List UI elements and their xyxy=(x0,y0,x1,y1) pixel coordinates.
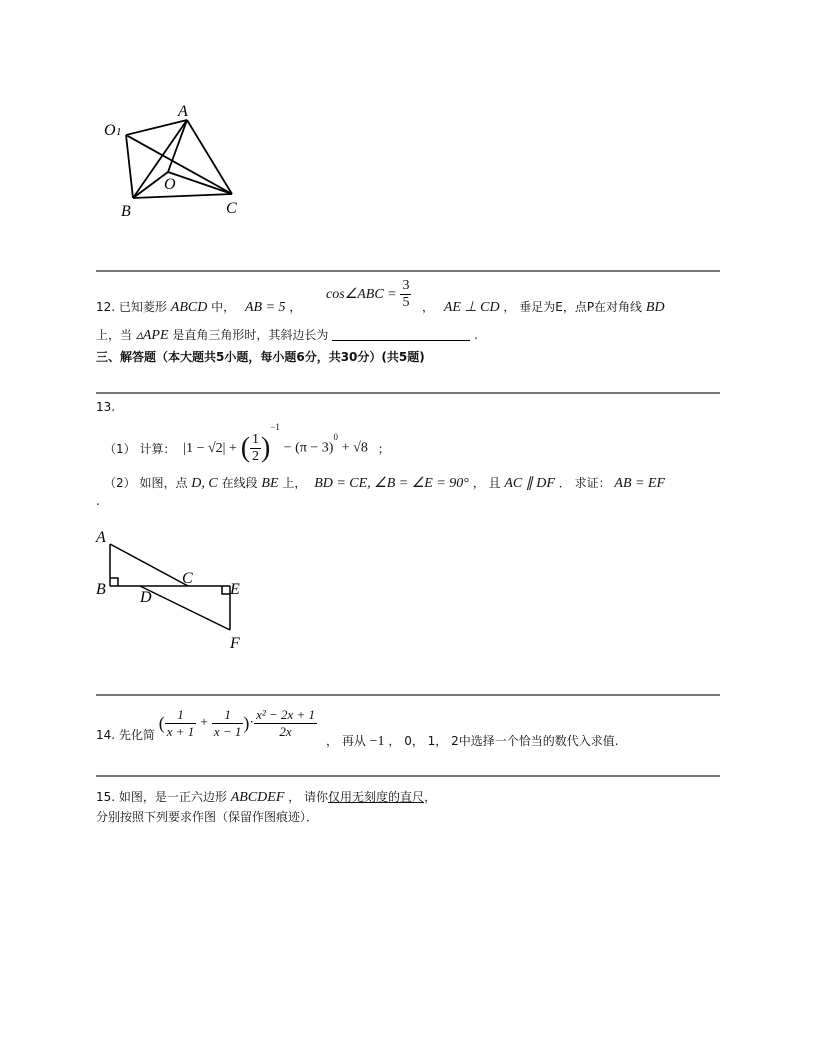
q13-exp-0: 0 xyxy=(333,432,338,442)
label-A: A xyxy=(178,103,188,120)
divider-2 xyxy=(96,392,720,394)
label-O: O xyxy=(164,176,176,193)
q13-dc: D, C xyxy=(191,476,218,491)
q13-exp-neg1: −1 xyxy=(270,422,280,432)
q15-text-4: ， xyxy=(424,790,437,804)
q13-trailing-dot: . xyxy=(96,494,100,508)
q13-paren-open: ( xyxy=(240,432,251,464)
q12-text-1: 已知菱形 xyxy=(118,300,167,314)
q13-expr-a: |1 − √2| + xyxy=(183,440,237,456)
q14-plus: + xyxy=(200,715,209,731)
q13-paren-close: ) xyxy=(261,432,271,464)
q14-text-2: ， 0， 1， 2中选择一个恰当的数代入求值. xyxy=(388,734,619,748)
q12-cos-den: 5 xyxy=(402,295,410,310)
q13-part2-text-2: 上， xyxy=(282,476,307,490)
q12-number: 12. xyxy=(96,300,116,314)
divider-1 xyxy=(96,270,720,272)
label-O1-sub: 1 xyxy=(116,126,122,138)
q15-hexagon: ABCDEF xyxy=(230,790,285,805)
q12-line1b xyxy=(422,298,665,316)
q14-paren-close: ) xyxy=(243,713,250,733)
label-O1: O xyxy=(104,122,116,139)
section-3-heading: 三、解答题（本大题共5小题，每小题6分，共30分）(共5题) xyxy=(96,350,425,364)
q14-frac-2 xyxy=(212,707,244,740)
q14-tail xyxy=(326,732,619,750)
q12-ab: AB = 5 xyxy=(245,300,286,315)
divider-4 xyxy=(96,775,720,777)
q14-f1-num: 1 xyxy=(165,707,197,724)
q13-half xyxy=(250,432,261,465)
q13-expr-b: − (π − 3) xyxy=(283,440,334,456)
q13-semicolon: ； xyxy=(377,442,390,456)
label2-E: E xyxy=(230,581,240,598)
q14-f2-num: 1 xyxy=(212,707,244,724)
q12-bd: BD xyxy=(645,300,665,315)
label2-B: B xyxy=(96,581,106,598)
q12-text-2: 中， xyxy=(211,300,236,314)
label-C: C xyxy=(226,200,237,217)
q12-text-5: 是直角三角形时，其斜边长为 xyxy=(172,328,329,342)
q14-f2-den: x − 1 xyxy=(213,724,242,739)
q13-expr-c: + √8 xyxy=(341,440,368,456)
label2-C: C xyxy=(182,570,193,587)
q12-line2 xyxy=(96,326,478,344)
figure-two-triangles xyxy=(92,528,262,658)
q12-comma-2: ， xyxy=(422,300,435,314)
q13-part2-label: （2） 如图，点 xyxy=(104,476,188,490)
figure-quadrilateral xyxy=(96,100,256,225)
q13-condition: BD = CE, ∠B = ∠E = 90° xyxy=(314,476,469,491)
q12-cos-num: 3 xyxy=(402,278,410,293)
q12-answer-blank[interactable] xyxy=(332,328,470,341)
label2-D: D xyxy=(140,589,152,606)
q12-cos-lhs: cos∠ABC = xyxy=(326,287,397,302)
q14-frac-1 xyxy=(165,707,197,740)
q14-neg1: −1 xyxy=(369,734,385,749)
q12-comma-1: ， xyxy=(289,300,302,314)
q15-text-1: 15. 如图，是一正六边形 xyxy=(96,790,227,804)
q14-lead: 14. 先化简 xyxy=(96,728,155,742)
q12-text-6: . xyxy=(474,328,478,342)
q13-part1-label: （1） 计算： xyxy=(104,442,176,456)
q15-emphasis: 仅用无刻度的直尺 xyxy=(328,790,425,804)
q15-line2: 分别按照下列要求作图（保留作图痕迹）． xyxy=(96,810,319,824)
q14-line xyxy=(96,704,317,748)
q13-parallel: AC ∥ DF xyxy=(504,476,555,491)
q14-f3-num: x² − 2x + 1 xyxy=(256,707,316,722)
q12-text-4: 上，当 xyxy=(96,328,133,342)
label2-A: A xyxy=(96,529,106,546)
q13-be: BE xyxy=(261,476,279,491)
q13-half-num: 1 xyxy=(252,432,260,447)
q14-f1-den: x + 1 xyxy=(166,724,195,739)
label2-F: F xyxy=(230,635,240,652)
q12-text-3: ， 垂足为E，点P在对角线 xyxy=(503,300,643,314)
q13-part2 xyxy=(104,474,665,492)
q13-part1 xyxy=(104,422,390,462)
q13-half-den: 2 xyxy=(252,449,260,464)
q13-part2-text-3: ， 且 xyxy=(472,476,501,490)
q14-paren-open: ( xyxy=(158,713,165,733)
q12-triangle: ▵APE xyxy=(135,328,169,343)
q14-dot: · xyxy=(249,715,255,731)
q14-text-1: ， 再从 xyxy=(326,734,366,748)
q13-part2-text-1: 在线段 xyxy=(221,476,258,490)
q15-text-2: ， 请你 xyxy=(288,790,329,804)
q13-goal: AB = EF xyxy=(614,476,666,491)
q12-cos-fraction xyxy=(400,278,411,311)
q12-line1 xyxy=(96,298,301,322)
q13-number: 13. xyxy=(96,400,116,414)
q12-perp: AE ⊥ CD xyxy=(443,300,500,315)
q12-rhombus: ABCD xyxy=(170,300,208,315)
q14-frac-3 xyxy=(254,707,317,740)
q15-line1 xyxy=(96,788,436,806)
q12-cos xyxy=(326,278,411,311)
q13-part2-text-4: ． 求证： xyxy=(558,476,611,490)
divider-3 xyxy=(96,694,720,696)
q14-f3-den: 2x xyxy=(279,724,292,739)
label-B: B xyxy=(121,203,131,220)
